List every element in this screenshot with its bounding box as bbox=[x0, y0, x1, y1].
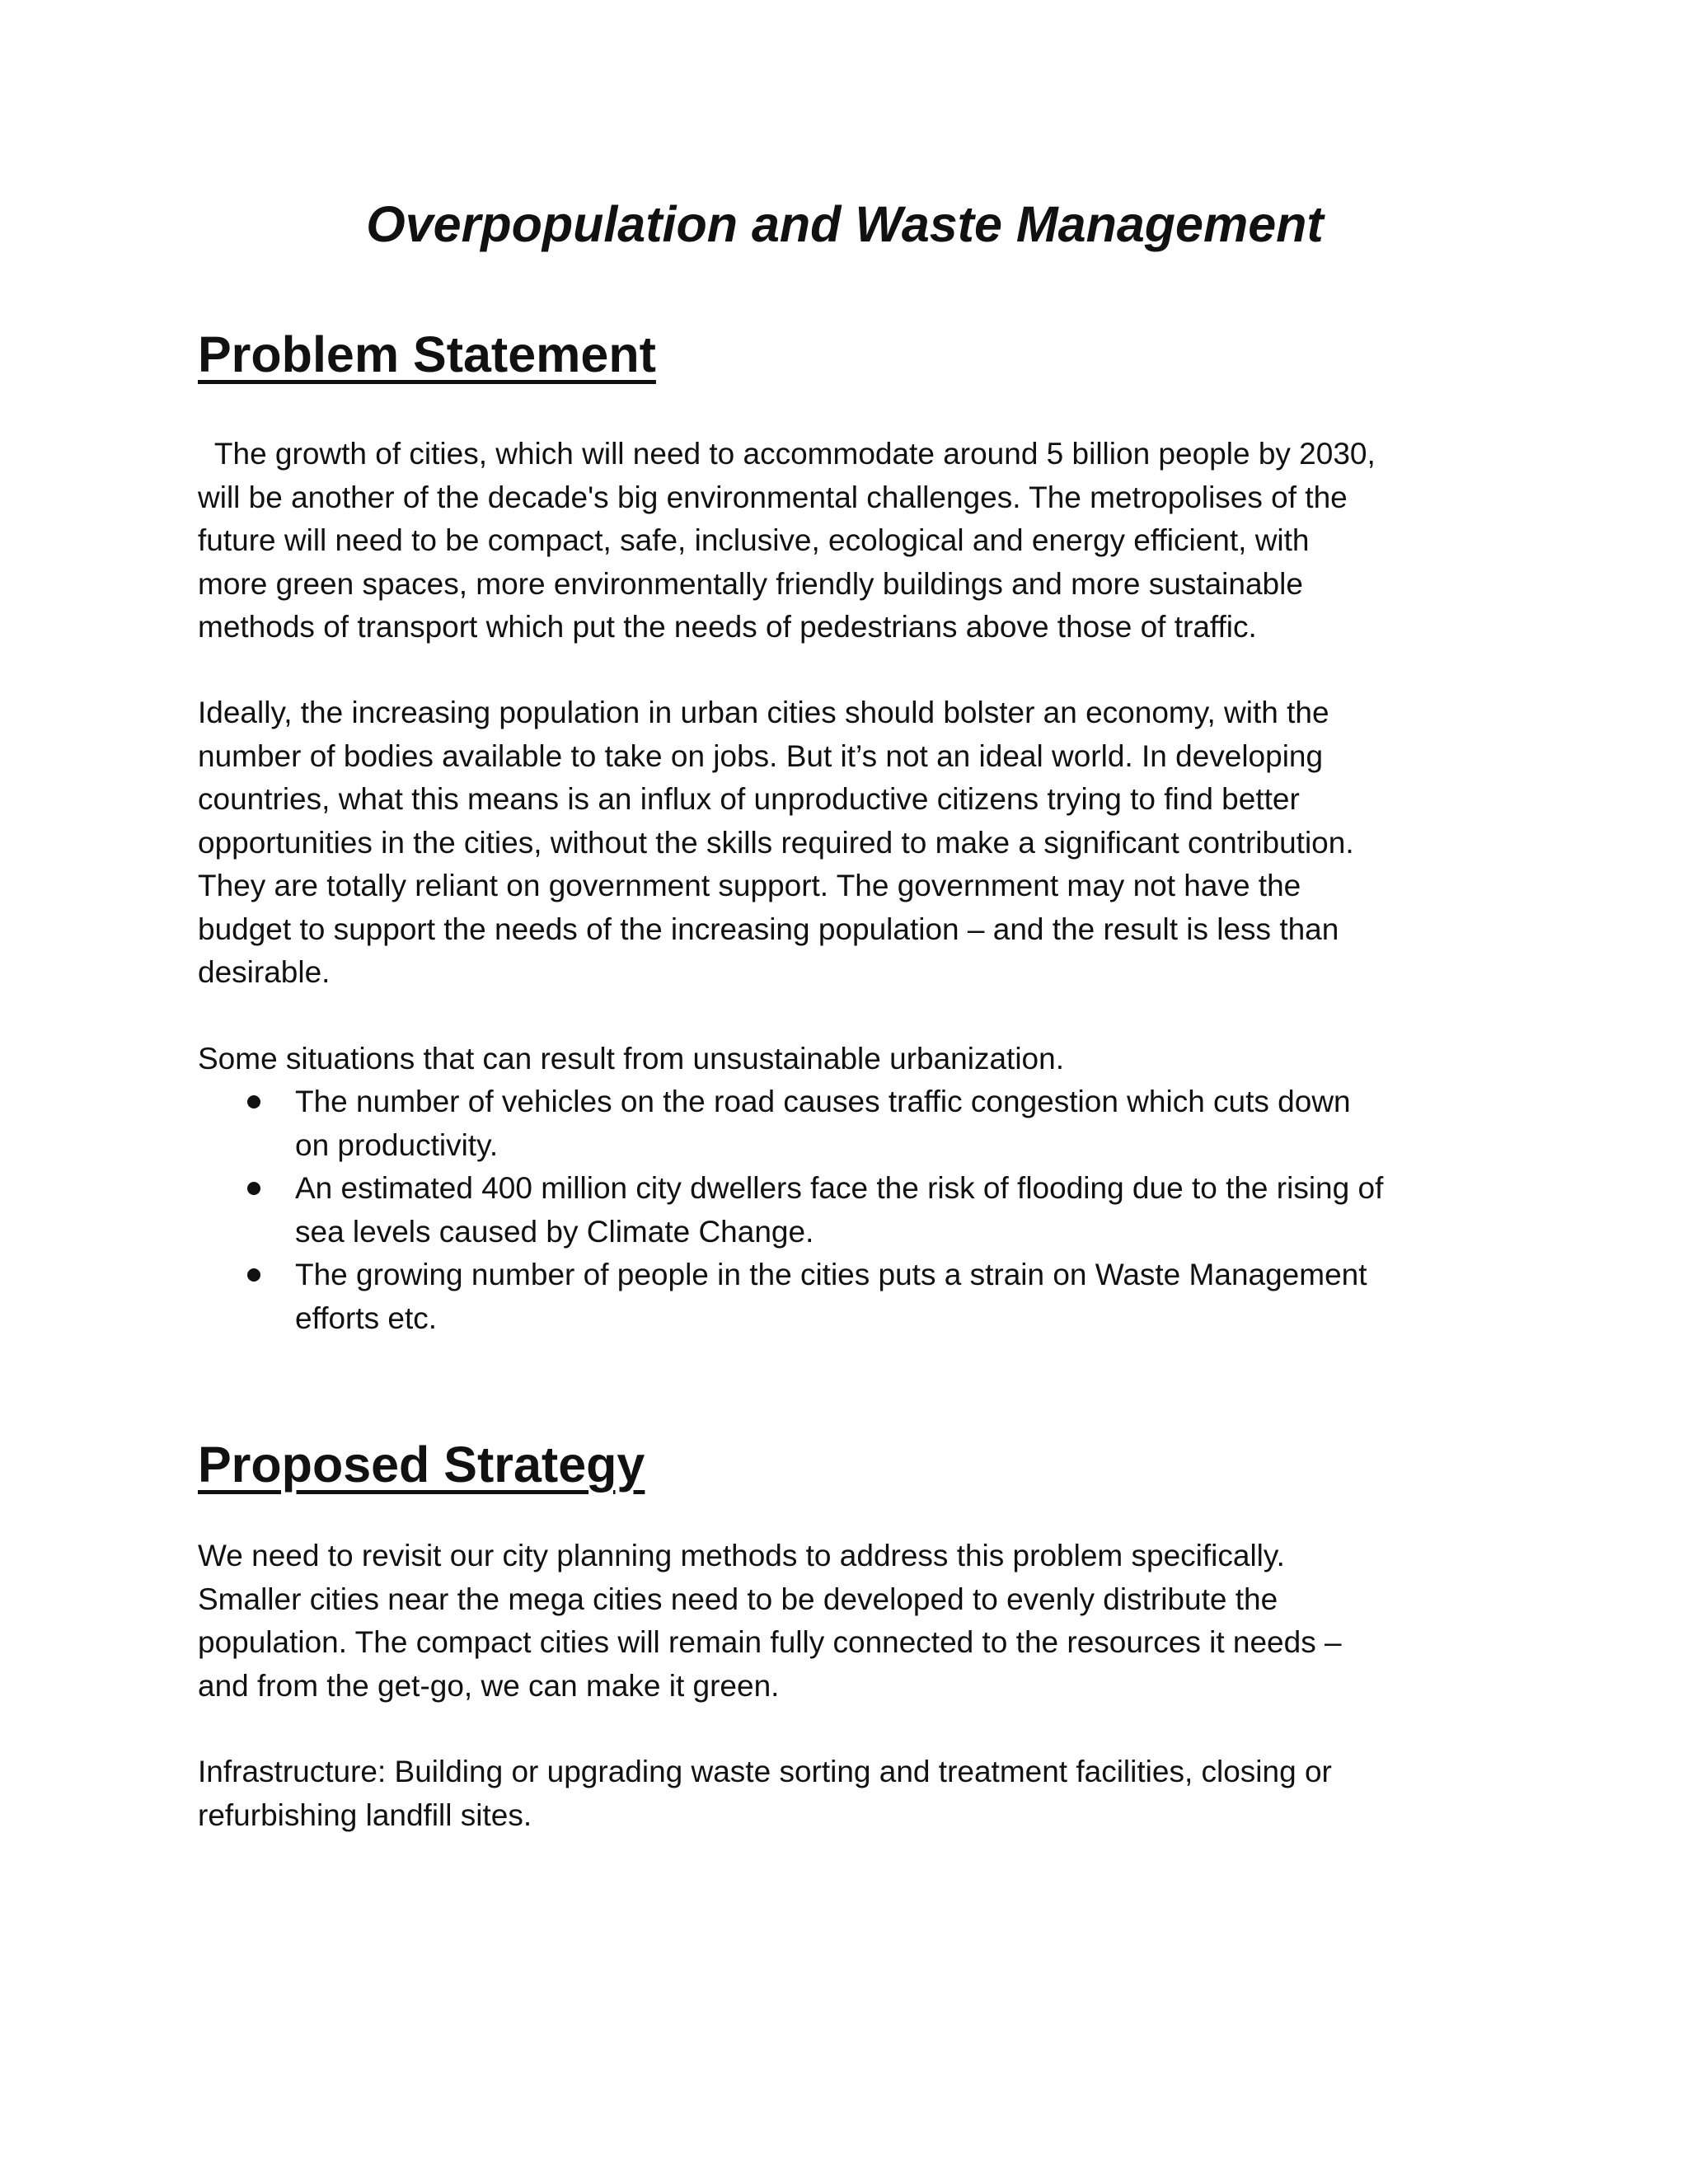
paragraph-line: Some situations that can result from unsustainable urbanization. bbox=[198, 1042, 1064, 1076]
bullet-list-situations bbox=[198, 1080, 1492, 1340]
paragraph-line: number of bodies available to take on jobs. But it’s not an ideal world. In developing bbox=[198, 738, 1324, 773]
paragraph-infrastructure bbox=[198, 1750, 1492, 1837]
paragraph-city-planning bbox=[198, 1535, 1492, 1708]
paragraph-line: They are totally reliant on government support. The government may not have the bbox=[198, 869, 1301, 902]
document-title: Overpopulation and Waste Management bbox=[366, 196, 1324, 252]
bullet-dot-icon bbox=[247, 1095, 260, 1108]
list-item bbox=[198, 1080, 1492, 1167]
bullet-dot-icon bbox=[247, 1268, 260, 1282]
paragraph-situations-intro bbox=[198, 1038, 1492, 1081]
list-item-line: An estimated 400 million city dwellers face the risk of flooding due to the rising of bbox=[295, 1171, 1384, 1205]
section-heading-problem-statement: Problem Statement bbox=[198, 326, 656, 382]
paragraph-line: and from the get-go, we can make it green. bbox=[198, 1668, 780, 1703]
list-item bbox=[198, 1254, 1492, 1340]
paragraph-line: budget to support the needs of the increasing population – and the result is less than bbox=[198, 912, 1339, 946]
paragraph-line: We need to revisit our city planning methods to address this problem specifically. bbox=[198, 1539, 1285, 1572]
paragraph-line: Infrastructure: Building or upgrading waste sorting and treatment facilities, closing or bbox=[198, 1755, 1332, 1788]
paragraph-line: refurbishing landfill sites. bbox=[198, 1797, 532, 1832]
list-item-line: The growing number of people in the cities puts a strain on Waste Management bbox=[295, 1258, 1367, 1291]
paragraph-line: more green spaces, more environmentally friendly buildings and more sustainable bbox=[198, 566, 1303, 601]
section-heading-proposed-strategy: Proposed Strategy bbox=[198, 1436, 645, 1493]
list-item-line: on productivity. bbox=[295, 1127, 499, 1162]
list-item-line: The number of vehicles on the road causes traffic congestion which cuts down bbox=[295, 1085, 1351, 1118]
paragraph-growth-of-cities bbox=[198, 433, 1492, 649]
paragraph-line: Ideally, the increasing population in urban cities should bolster an economy, with the bbox=[198, 696, 1329, 729]
paragraph-line: will be another of the decade's big environmental challenges. The metropolises of the bbox=[198, 480, 1348, 514]
paragraph-ideally bbox=[198, 691, 1492, 995]
paragraph-line: methods of transport which put the needs of pedestrians above those of traffic. bbox=[198, 610, 1257, 644]
list-item-line: efforts etc. bbox=[295, 1301, 438, 1335]
paragraph-line: countries, what this means is an influx of unproductive citizens trying to find better bbox=[198, 782, 1300, 816]
list-item bbox=[198, 1167, 1492, 1254]
paragraph-line: future will need to be compact, safe, inclusive, ecological and energy efficient, with bbox=[198, 523, 1310, 557]
bullet-dot-icon bbox=[247, 1182, 260, 1195]
paragraph-line: The growth of cities, which will need to accommodate around 5 billion people by 2030, bbox=[198, 437, 1376, 471]
paragraph-line: desirable. bbox=[198, 955, 331, 989]
paragraph-line: opportunities in the cities, without the skills required to make a significant contribution. bbox=[198, 825, 1354, 860]
list-item-line: sea levels caused by Climate Change. bbox=[295, 1214, 814, 1249]
paragraph-line: Smaller cities near the mega cities need to be developed to evenly distribute the bbox=[198, 1582, 1278, 1616]
paragraph-line: population. The compact cities will remain fully connected to the resources it needs – bbox=[198, 1625, 1342, 1659]
